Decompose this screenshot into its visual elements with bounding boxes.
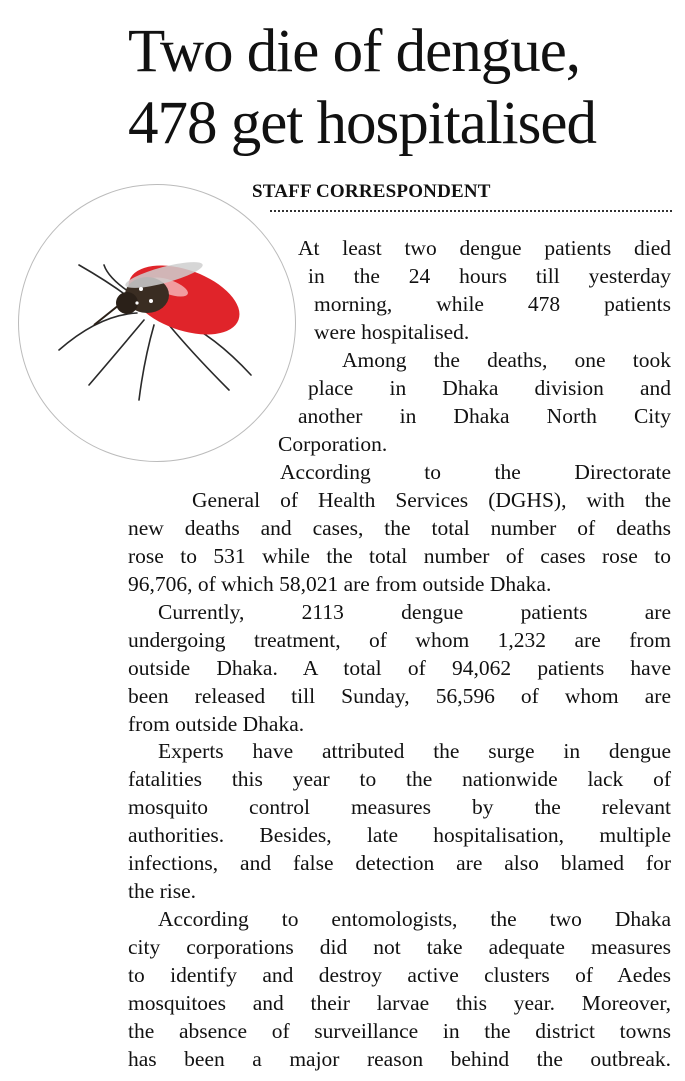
body-line: rose to 531 while the total number of cases rose to	[128, 544, 671, 568]
body-line: outside Dhaka. A total of 94,062 patients have	[128, 656, 671, 680]
body-line: new deaths and cases, the total number of deaths	[128, 516, 671, 540]
body-line: General of Health Services (DGHS), with the	[192, 488, 671, 512]
body-line: At least two dengue patients died	[298, 236, 671, 260]
dotted-divider	[270, 210, 672, 212]
body-line: authorities. Besides, late hospitalisation, multiple	[128, 823, 671, 847]
body-line: morning, while 478 patients	[314, 292, 671, 316]
byline: STAFF CORRESPONDENT	[252, 181, 491, 202]
body-line: 96,706, of which 58,021 are from outside Dhaka.	[128, 572, 552, 596]
mosquito-photo	[18, 184, 296, 462]
body-line: been released till Sunday, 56,596 of whom are	[128, 684, 671, 708]
body-line: the absence of surveillance in the district towns	[128, 1019, 671, 1043]
body-line: from outside Dhaka.	[128, 712, 305, 736]
headline-line-1: Two die of dengue,	[128, 18, 581, 85]
body-line: city corporations did not take adequate measures	[128, 935, 671, 959]
body-line: has been a major reason behind the outbreak.	[128, 1047, 671, 1071]
body-line: place in Dhaka division and	[308, 376, 671, 400]
body-line: mosquitoes and their larvae this year. Moreover,	[128, 991, 671, 1015]
body-line: Among the deaths, one took	[342, 348, 671, 372]
body-line: Currently, 2113 dengue patients are	[158, 600, 671, 624]
body-line: another in Dhaka North City	[298, 404, 671, 428]
body-line: undergoing treatment, of whom 1,232 are from	[128, 628, 671, 652]
headline-line-2: 478 get hospitalised	[128, 90, 596, 157]
body-line: mosquito control measures by the relevant	[128, 795, 671, 819]
mosquito-icon	[19, 185, 295, 461]
body-line: According to the Directorate	[280, 460, 671, 484]
body-line: Experts have attributed the surge in dengue	[158, 739, 671, 763]
body-line: According to entomologists, the two Dhaka	[158, 907, 671, 931]
body-line: in the 24 hours till yesterday	[308, 264, 671, 288]
headline	[128, 16, 678, 160]
body-line: fatalities this year to the nationwide lack of	[128, 767, 671, 791]
body-line: the rise.	[128, 879, 197, 903]
body-line: were hospitalised.	[314, 320, 470, 344]
body-line: Corporation.	[278, 432, 388, 456]
body-line: infections, and false detection are also blamed for	[128, 851, 671, 875]
body-line: to identify and destroy active clusters of Aedes	[128, 963, 671, 987]
